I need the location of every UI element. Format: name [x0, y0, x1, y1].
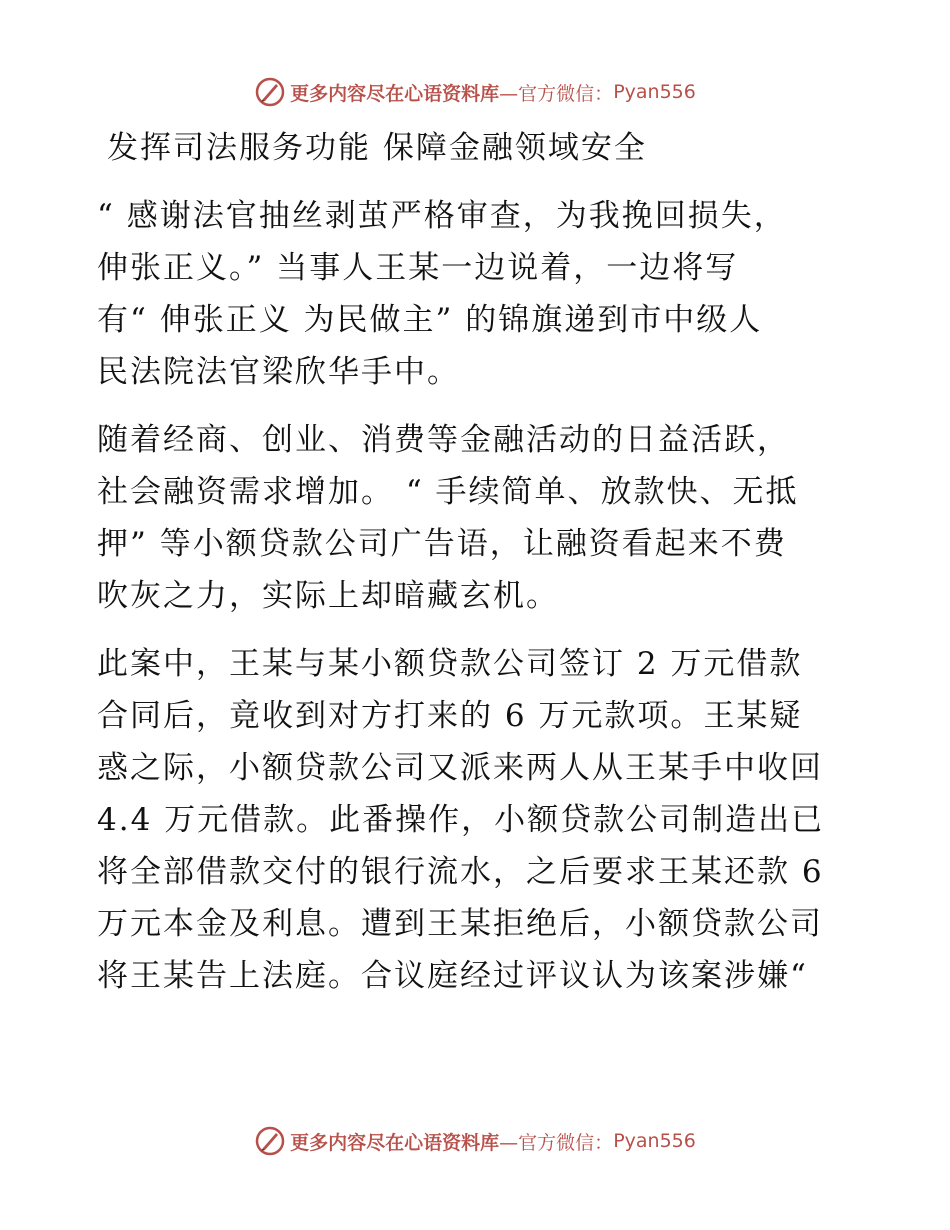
- text-line: 此案中，王某与某小额贷款公司签订 2 万元借款: [97, 646, 803, 682]
- watermark-text: 更多内容尽在心语资料库: [290, 1131, 500, 1154]
- article-title: 发挥司法服务功能 保障金融领域安全: [107, 130, 647, 166]
- text-line: 将王某告上法庭。合议庭经过评议认为该案涉嫌“: [97, 958, 808, 994]
- text-line: 万元本金及利息。遭到王某拒绝后，小额贷款公司: [97, 906, 823, 942]
- quill-logo-icon: [254, 76, 286, 108]
- text-line: 吹灰之力，实际上却暗藏玄机。: [97, 578, 559, 614]
- text-line: 合同后，竟收到对方打来的 6 万元款项。王某疑: [97, 698, 803, 734]
- text-line: 民法院法官梁欣华手中。: [97, 354, 460, 390]
- quill-logo-icon: [254, 1125, 286, 1157]
- paragraph-2: [97, 414, 852, 622]
- text-line: 惑之际，小额贷款公司又派来两人从王某手中收回: [97, 750, 823, 786]
- watermark-separator: —官方微信：: [499, 1131, 614, 1154]
- watermark-separator: —官方微信：: [499, 82, 614, 105]
- paragraph-3: [97, 638, 852, 1002]
- text-line: 随着经商、创业、消费等金融活动的日益活跃，: [97, 422, 790, 458]
- text-line: 伸张正义。” 当事人王某一边说着，一边将写: [97, 250, 739, 286]
- text-line: 有“ 伸张正义 为民做主” 的锦旗递到市中级人: [97, 302, 763, 338]
- watermark-header: [0, 72, 950, 112]
- text-line: 押” 等小额贷款公司广告语，让融资看起来不费: [97, 526, 787, 562]
- text-line: 社会融资需求增加。 “ 手续简单、放款快、无抵: [97, 474, 799, 510]
- watermark-footer: [0, 1121, 950, 1161]
- paragraph-1: [97, 190, 852, 398]
- text-line: 将全部借款交付的银行流水，之后要求王某还款 6: [97, 854, 824, 890]
- watermark-wechat-id: Pyan556: [613, 1130, 696, 1152]
- watermark-wechat-id: Pyan556: [613, 81, 696, 103]
- article-body: [97, 122, 852, 1018]
- watermark-text: 更多内容尽在心语资料库: [290, 82, 500, 105]
- text-line: “ 感谢法官抽丝剥茧严格审查，为我挽回损失，: [97, 198, 787, 234]
- text-line: 4.4 万元借款。此番操作，小额贷款公司制造出已: [97, 802, 825, 838]
